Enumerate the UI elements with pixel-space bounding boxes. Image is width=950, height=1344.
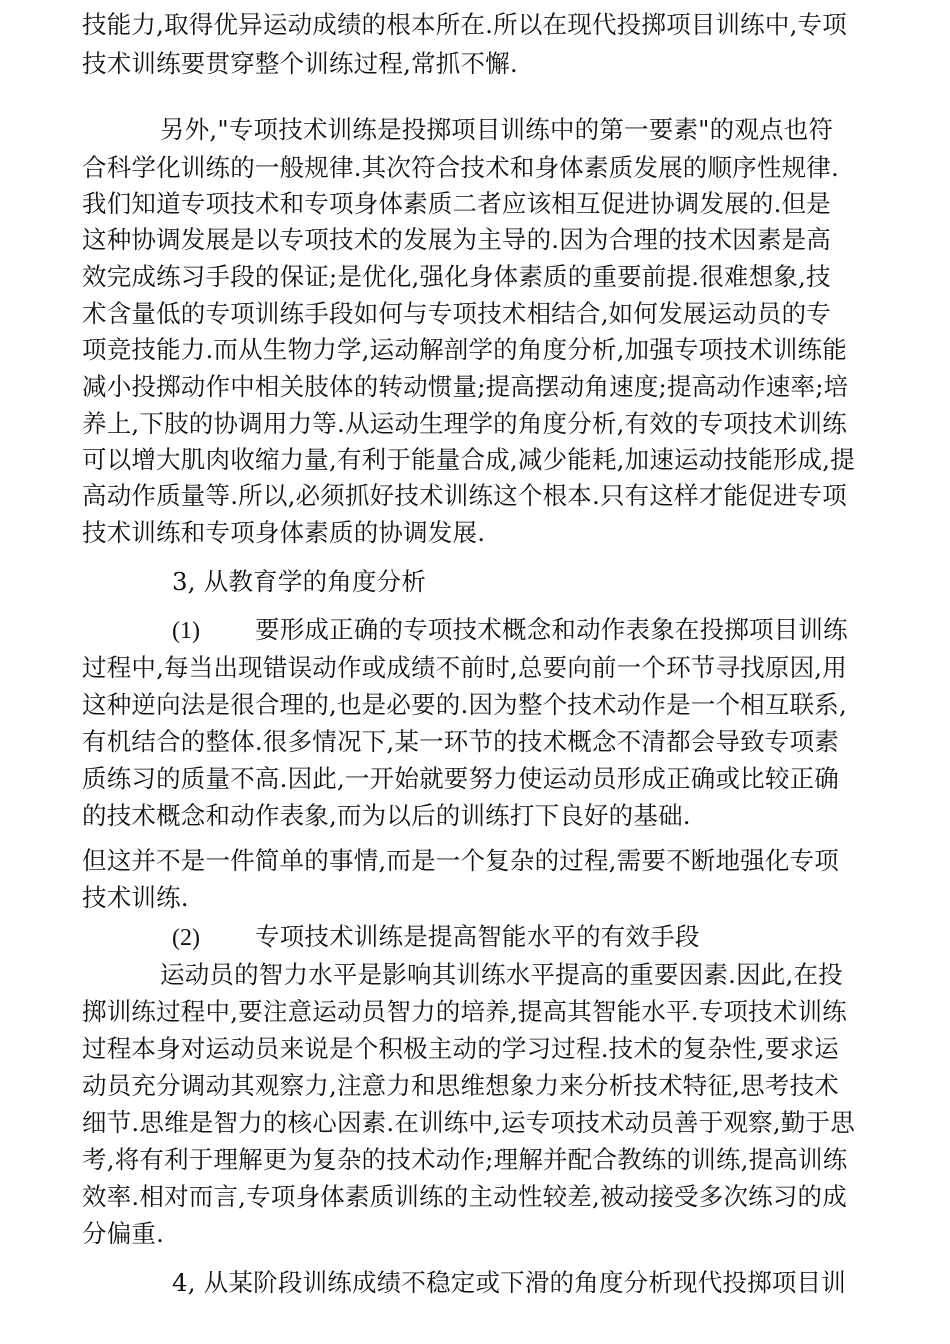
- section-heading: 3, 从教育学的角度分析: [172, 567, 427, 596]
- text-line: 我们知道专项技术和专项身体素质二者应该相互促进协调发展的.但是: [82, 189, 831, 218]
- text-line: 掷训练过程中,要注意运动员智力的培养,提高其智能水平.专项技术训练: [82, 997, 847, 1026]
- text-line: 考,将有利于理解更为复杂的技术动作;理解并配合教练的训练,提高训练: [82, 1145, 848, 1174]
- text-line: 但这并不是一件简单的事情,而是一个复杂的过程,需要不断地强化专项: [82, 846, 839, 875]
- text-line: 技术训练要贯穿整个训练过程,常抓不懈.: [82, 49, 518, 78]
- text-line: 细节.思维是智力的核心因素.在训练中,运专项技术动员善于观察,勤于思: [82, 1108, 855, 1137]
- item-number: (2): [172, 925, 200, 951]
- text-line: 术含量低的专项训练手段如何与专项技术相结合,如何发展运动员的专: [82, 299, 831, 328]
- text-line: 技术训练.: [82, 883, 189, 912]
- text-line: 技能力,取得优异运动成绩的根本所在.所以在现代投掷项目训练中,专项: [82, 10, 847, 39]
- text-line: 要形成正确的专项技术概念和动作表象在投掷项目训练: [255, 615, 848, 644]
- text-line: 分偏重.: [82, 1219, 165, 1248]
- text-line: 这种逆向法是很合理的,也是必要的.因为整个技术动作是一个相互联系,: [82, 690, 847, 719]
- text-line: 过程中,每当出现错误动作或成绩不前时,总要向前一个环节寻找原因,用: [82, 653, 847, 682]
- text-line: 质练习的质量不高.因此,一开始就要努力使运动员形成正确或比较正确: [82, 764, 839, 793]
- text-line: 专项技术训练是提高智能水平的有效手段: [255, 922, 700, 951]
- text-line: 的技术概念和动作表象,而为以后的训练打下良好的基础.: [82, 801, 691, 830]
- text-line: 技术训练和专项身体素质的协调发展.: [82, 518, 486, 547]
- text-line: 高动作质量等.所以,必须抓好技术训练这个根本.只有这样才能促进专项: [82, 481, 847, 510]
- text-line: 运动员的智力水平是影响其训练水平提高的重要因素.因此,在投: [160, 960, 843, 989]
- text-line: 有机结合的整体.很多情况下,某一环节的技术概念不清都会导致专项素: [82, 727, 839, 756]
- text-line: 效完成练习手段的保证;是优化,强化身体素质的重要前提.很难想象,技: [82, 262, 831, 291]
- text-line: 合科学化训练的一般规律.其次符合技术和身体素质发展的顺序性规律.: [82, 153, 839, 182]
- section-heading: 4, 从某阶段训练成绩不稳定或下滑的角度分析现代投掷项目训: [172, 1268, 846, 1297]
- text-line: 养上,下肢的协调用力等.从运动生理学的角度分析,有效的专项技术训练: [82, 409, 847, 438]
- text-line: 效率.相对而言,专项身体素质训练的主动性较差,被动接受多次练习的成: [82, 1182, 847, 1211]
- text-line: 减小投掷动作中相关肢体的转动惯量;提高摆动角速度;提高动作速率;培: [82, 372, 849, 401]
- text-line: 另外,"专项技术训练是投掷项目训练中的第一要素"的观点也符: [160, 115, 834, 144]
- text-line: 动员充分调动其观察力,注意力和思维想象力来分析技术特征,思考技术: [82, 1071, 839, 1100]
- text-line: 这种协调发展是以专项技术的发展为主导的.因为合理的技术因素是高: [82, 225, 831, 254]
- text-line: 项竞技能力.而从生物力学,运动解剖学的角度分析,加强专项技术训练能: [82, 335, 847, 364]
- text-line: 可以增大肌肉收缩力量,有利于能量合成,减少能耗,加速运动技能形成,提: [82, 445, 855, 474]
- item-number: (1): [172, 618, 200, 644]
- text-line: 过程本身对运动员来说是个积极主动的学习过程.技术的复杂性,要求运: [82, 1034, 839, 1063]
